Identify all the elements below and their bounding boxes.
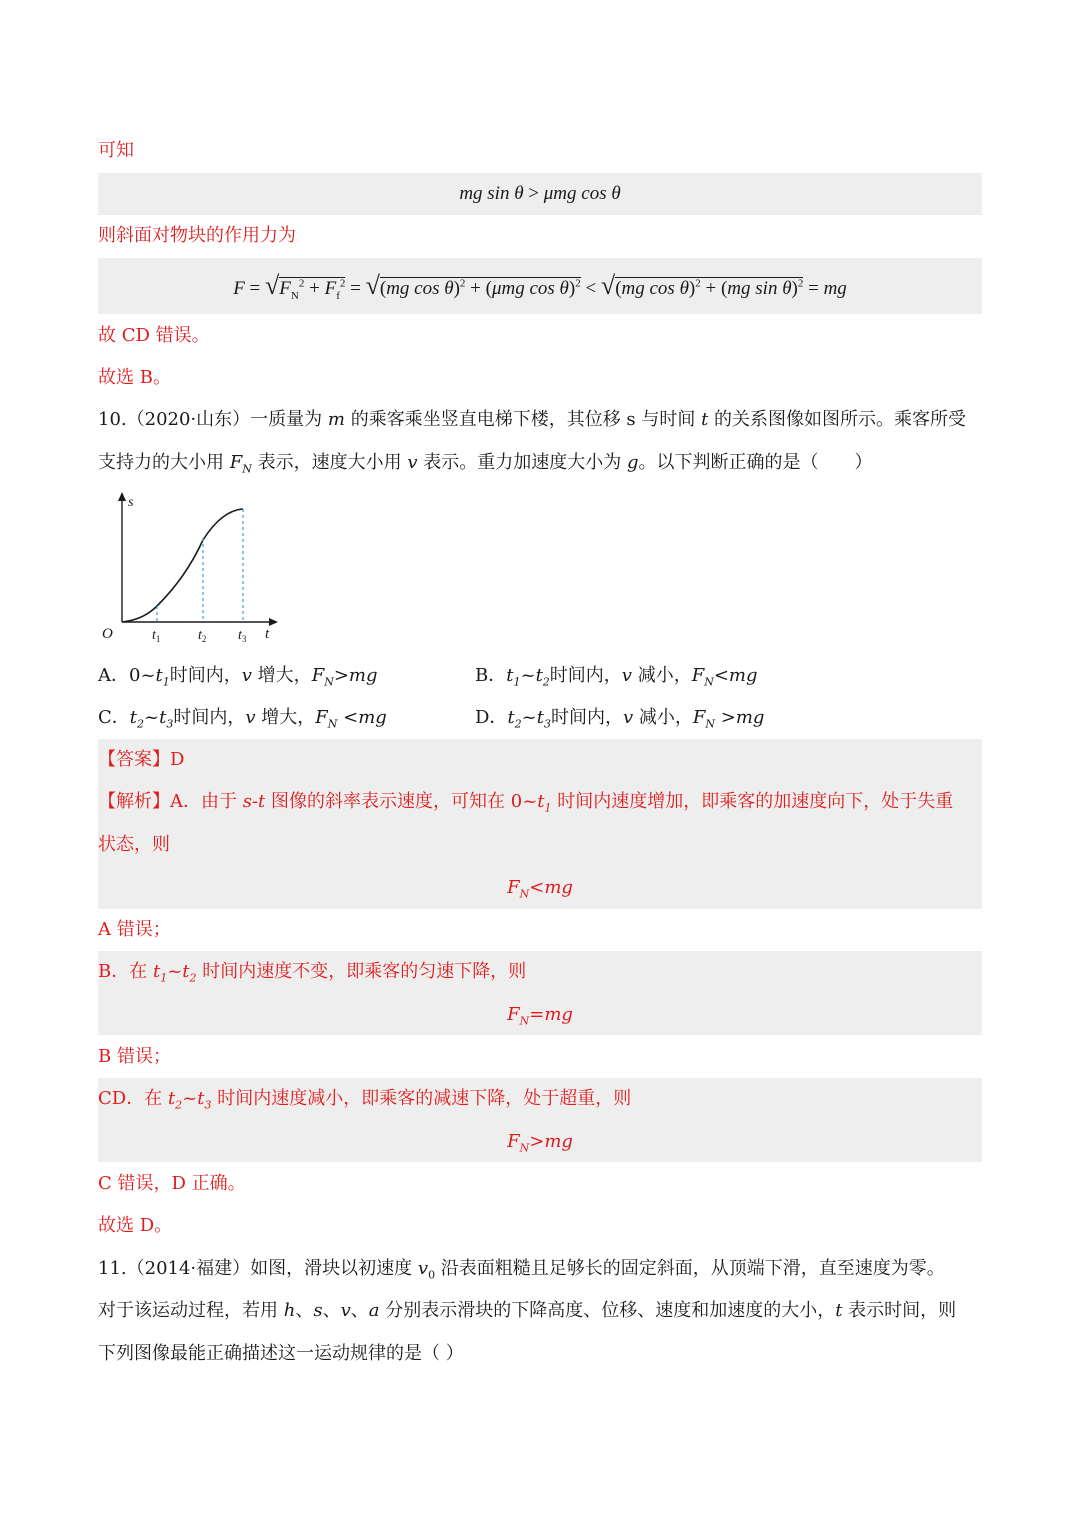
sqrt-body-3: (mg cos θ)$^2$ + (mg sin θ)$^2$ [615,277,804,299]
ineq-op: > [528,183,540,204]
formula-eq: = [249,278,261,299]
analysis-a-line1: 【解析】A．由于 s-t 图像的斜率表示速度，可知在 $0\sim t_1$ 时间内速度增加，即乘客的加速度向下，处于失重 [98,791,954,815]
s-t-curve [122,509,243,622]
a-wrong-text: A 错误； [98,919,171,940]
sqrt-body-2: (mg cos θ)$^2$ + (μmg cos θ)$^2$ [379,277,581,299]
inequality-formula [98,173,982,215]
known-label: 可知 [98,140,134,161]
sqrt-sign-3: √ [600,271,616,300]
q10-stem-line1: 10.（2020·山东）一质量为 m 的乘客乘坐竖直电梯下楼，其位移 s 与时间 t 的关系图像如图所示。乘客所受 [98,409,967,430]
sqrt-sign-2: √ [365,271,380,300]
ineq-lhs: mg sin θ [459,183,524,204]
s-axis-arrow [118,492,126,501]
q10-stem-line2: 支持力的大小用 $F_N$ 表示，速度大小用 v 表示。重力加速度大小为 g。以下判断正确的是（ ） [98,452,873,476]
option-a[interactable]: A．$0\sim t_1$时间内，v 增大，$F_N>mg$ [98,665,378,689]
b-wrong-text: B 错误； [98,1046,171,1067]
q11-stem-line3: 下列图像最能正确描述这一运动规律的是（ ） [98,1343,464,1364]
analysis-a-line2: 状态，则 [98,834,170,855]
ineq-rhs: μmg cos θ [543,183,621,204]
s-label: s [128,495,134,510]
t1-label: $t_1$ [152,628,161,644]
force-formula: $F = √F_N^2 + F_f^2 = √(mg$ cos θ)$^2$ + (μmg cos θ)$^2$ < √(mg cos θ)$^2$ + (mg sin θ)$^2$ = mg [233,271,847,302]
t-label: t [265,626,270,642]
formula-lt: < [585,278,597,299]
choose-d-text: 故选 D。 [98,1215,173,1236]
choose-b-text: 故选 B。 [98,367,171,388]
formula-F: F [233,278,245,299]
cd-wrong-text: 故 CD 错误。 [98,325,210,346]
answer-line: 【答案】D [98,749,185,770]
t-axis-arrow [269,618,278,626]
option-b[interactable]: B．$t_1\sim t_2$时间内，v 减小，$F_N<mg$ [475,665,758,689]
force-formula-band [98,258,982,314]
analysis-cd-line: CD．在 $t_2\sim t_3$ 时间内速度减小，即乘客的减速下降，处于超重，则 [98,1088,632,1112]
analysis-cd-formula: $F_N>mg$ [507,1131,573,1155]
option-d[interactable]: D．$t_2\sim t_3$时间内，v 减小，$F_N >mg$ [475,707,765,731]
analysis-b-formula: $F_N=mg$ [507,1004,573,1028]
force-label: 则斜面对物块的作用力为 [98,225,296,246]
formula-result: mg [823,278,847,299]
q11-stem-line1: 11.（2014·福建）如图，滑块以初速度 $v_0$ 沿表面粗糙且足够长的固定斜面，从顶端下滑，直至速度为零。 [98,1258,945,1282]
t2-label: $t_2$ [198,628,207,644]
option-c[interactable]: C．$t_2\sim t_3$时间内，v 增大，$F_N <mg$ [98,707,387,731]
q11-stem-line2: 对于该运动过程，若用 h、s、v、a 分别表示滑块的下降高度、位移、速度和加速度的大小，t 表示时间，则 [98,1300,957,1321]
analysis-a-formula: $F_N<mg$ [507,877,573,901]
s-t-graph [95,488,285,648]
t3-label: $t_3$ [238,628,247,644]
sqrt-body-1: $F_N^2 + F_f^2$ [279,277,346,302]
analysis-b-line: B．在 $t_1\sim t_2$ 时间内速度不变，即乘客的匀速下降，则 [98,961,527,985]
cd-result-text: C 错误，D 正确。 [98,1173,246,1194]
origin-label: O [102,626,113,642]
inequality-band [98,173,982,215]
sqrt-sign-1: √ [265,271,280,300]
